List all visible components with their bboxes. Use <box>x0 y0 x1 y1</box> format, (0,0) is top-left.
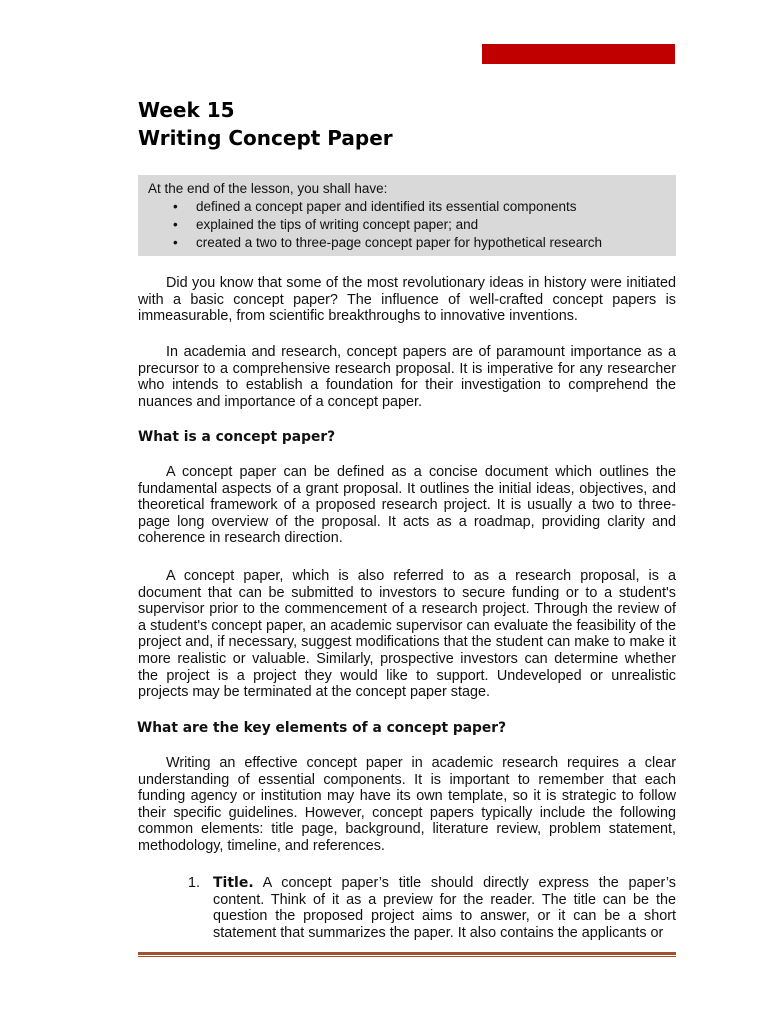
intro-paragraph-1: Did you know that some of the most revolutionary ideas in history were initiated with a basic concept paper? The influence of well-crafted concept papers is immeasurable, from scientific breakthroughs to innovative inventions. <box>138 275 676 325</box>
purpose-paragraph: A concept paper, which is also referred to as a research proposal, is a document that can be submitted to investors to secure funding or to a student's supervisor prior to the commencement of a research project. Through the review of a student's concept paper, an academic supervisor can evaluate the feasibility of the project and, if necessary, suggest modifications that the student can make to make it more realistic or valuable. Similarly, prospective investors can determine whether the project is a project they would like to support. Undeveloped or unrealistic projects may be terminated at the concept paper stage. <box>138 568 676 701</box>
learning-objectives-box <box>138 175 676 256</box>
bullet-icon: • <box>173 235 178 250</box>
bullet-icon: • <box>173 217 178 232</box>
header-accent-bar <box>482 44 675 64</box>
definition-paragraph: A concept paper can be defined as a concise document which outlines the fundamental aspects of a grant proposal. It outlines the initial ideas, objectives, and theoretical framework of a proposed research project. It is usually a two to three-page long overview of the proposal. It acts as a roadmap, providing clarity and coherence in research direction. <box>138 464 676 547</box>
objectives-list <box>148 198 666 252</box>
section-heading-what-is: What is a concept paper? <box>138 429 336 445</box>
list-item-content <box>213 875 676 941</box>
key-elements-paragraph: Writing an effective concept paper in academic research requires a clear understanding of essential components. It is important to remember that each funding agency or institution may have its own template, so it is strategic to follow their specific guidelines. However, concept papers typically include the following common elements: title page, background, literature review, problem statement, methodology, timeline, and references. <box>138 755 676 854</box>
footer-rule <box>138 952 676 957</box>
intro-paragraph-2: In academia and research, concept papers are of paramount importance as a precursor to a comprehensive research proposal. It is imperative for any researcher who intends to establish a foundation for their investigation to comprehend the nuances and importance of a concept paper. <box>138 344 676 410</box>
week-label: Week 15 <box>138 98 235 122</box>
list-item <box>188 875 676 941</box>
list-number: 1. <box>188 875 201 891</box>
page-title <box>138 96 393 152</box>
objective-item: • created a two to three-page concept paper for hypothetical research <box>173 235 602 250</box>
list-term: Title. <box>213 875 254 891</box>
lesson-title: Writing Concept Paper <box>138 126 393 150</box>
list-text: A concept paper’s title should directly express the paper’s content. Think of it as a preview for the reader. The title can be the question the proposed project aims to answer, or it can be a short statement that summarizes the paper. It also contains the applicants or <box>213 875 676 941</box>
objectives-intro: At the end of the lesson, you shall have: <box>148 181 388 196</box>
objective-item: • explained the tips of writing concept paper; and <box>173 217 479 232</box>
bullet-icon: • <box>173 199 178 214</box>
objective-item: • defined a concept paper and identified its essential components <box>173 199 577 214</box>
section-heading-key-elements: What are the key elements of a concept paper? <box>137 720 507 736</box>
